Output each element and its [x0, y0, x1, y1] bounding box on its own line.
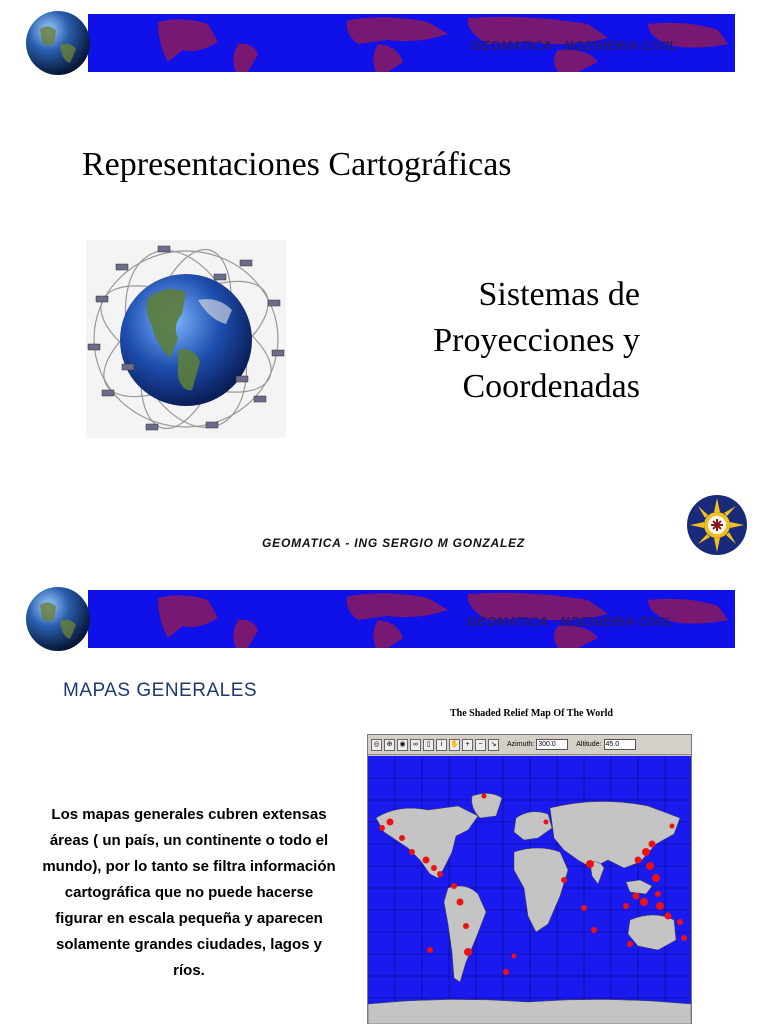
banner-text: GEOMATICA - NGENIERIA CIVIL: [470, 38, 677, 53]
header-banner: [88, 590, 735, 648]
subtitle-line: Proyecciones y: [433, 322, 640, 359]
slide-footer: GEOMATICA - ING SERGIO M GONZALEZ: [262, 536, 526, 550]
measure-icon[interactable]: ↘: [488, 739, 499, 751]
map-toolbar: [368, 735, 691, 755]
satellite-globe-icon: [86, 240, 286, 438]
slide-subtitle: [433, 272, 640, 410]
globe-icon: [24, 9, 92, 77]
section-title: MAPAS GENERALES: [63, 680, 258, 701]
zoom-out-icon[interactable]: −: [475, 739, 486, 751]
map-viewer: [367, 734, 692, 1024]
altitude-label: Altitude:: [576, 741, 602, 748]
globe-icon: [24, 585, 92, 653]
altitude-input[interactable]: 45.0: [604, 739, 636, 750]
university-seal-icon: [686, 494, 748, 556]
binoculars-icon[interactable]: ∞: [410, 739, 421, 751]
subtitle-line: Coordenadas: [462, 368, 640, 405]
azimuth-label: Azimuth:: [507, 741, 535, 748]
zoom-extent-icon[interactable]: ◎: [371, 739, 382, 751]
body-paragraph: Los mapas generales cubren extensas áreas ( un país, un continente o todo el mundo), por lo tanto se filtra información cartográfica que no puede hacerse figurar en escala pequeña y aparecen solamente grandes ciudades, lagos y ríos.: [42, 806, 336, 979]
zoom-in-icon[interactable]: +: [462, 739, 473, 751]
world-map-icon[interactable]: [368, 756, 691, 1024]
hand-icon[interactable]: ✋: [449, 739, 460, 751]
slide-title: Representaciones Cartográficas: [82, 146, 512, 183]
subtitle-line: Sistemas de: [478, 276, 640, 313]
banner-text: GEOMATICA - NGENIERIA CIVIL: [466, 614, 673, 629]
slide-2: [0, 576, 768, 1024]
layer-icon[interactable]: ▯: [423, 739, 434, 751]
info-icon[interactable]: i: [436, 739, 447, 751]
globe-tool-icon[interactable]: ◉: [397, 739, 408, 751]
map-caption: The Shaded Relief Map Of The World: [450, 708, 613, 719]
pan-icon[interactable]: ⊕: [384, 739, 395, 751]
azimuth-input[interactable]: 300.0: [536, 739, 568, 750]
header-banner: [88, 14, 735, 72]
